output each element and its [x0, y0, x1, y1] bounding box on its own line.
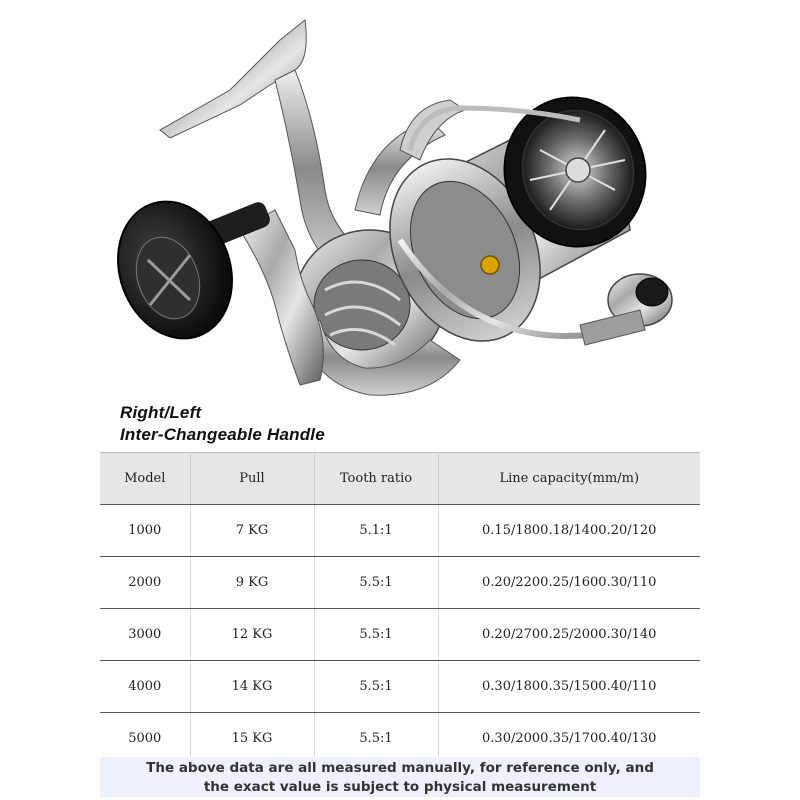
- cell-tooth-ratio: 5.5:1: [314, 609, 438, 661]
- cell-pull: 12 KG: [190, 609, 314, 661]
- table-row: [100, 557, 700, 609]
- caption-line-2: Inter-Changeable Handle: [120, 425, 325, 444]
- cell-tooth-ratio: 5.5:1: [314, 713, 438, 765]
- table-row: [100, 609, 700, 661]
- spinning-reel-icon: [100, 0, 700, 400]
- cell-pull: 15 KG: [190, 713, 314, 765]
- cell-line-capacity: 0.30/2000.35/1700.40/130: [438, 713, 700, 765]
- cell-line-capacity: 0.20/2700.25/2000.30/140: [438, 609, 700, 661]
- cell-line-capacity: 0.15/1800.18/1400.20/120: [438, 505, 700, 557]
- cell-line-capacity: 0.20/2200.25/1600.30/110: [438, 557, 700, 609]
- product-image: [100, 0, 700, 400]
- cell-tooth-ratio: 5.1:1: [314, 505, 438, 557]
- cell-model: 4000: [100, 661, 190, 713]
- cell-pull: 7 KG: [190, 505, 314, 557]
- cell-line-capacity: 0.30/1800.35/1500.40/110: [438, 661, 700, 713]
- cell-model: 5000: [100, 713, 190, 765]
- header-tooth-ratio: Tooth ratio: [314, 453, 438, 505]
- header-model: Model: [100, 453, 190, 505]
- header-pull: Pull: [190, 453, 314, 505]
- disclaimer-line-2: the exact value is subject to physical measurement: [203, 779, 597, 795]
- disclaimer-note: [100, 757, 700, 797]
- feature-caption: [120, 402, 325, 446]
- disclaimer-line-1: The above data are all measured manually, for reference only, and: [146, 760, 654, 776]
- cell-tooth-ratio: 5.5:1: [314, 661, 438, 713]
- cell-model: 1000: [100, 505, 190, 557]
- header-line-capacity: Line capacity(mm/m): [438, 453, 700, 505]
- spec-table: [100, 452, 700, 765]
- cell-model: 3000: [100, 609, 190, 661]
- cell-pull: 9 KG: [190, 557, 314, 609]
- table-header-row: [100, 453, 700, 505]
- cell-pull: 14 KG: [190, 661, 314, 713]
- table-row: [100, 505, 700, 557]
- cell-model: 2000: [100, 557, 190, 609]
- caption-line-1: Right/Left: [120, 403, 202, 422]
- cell-tooth-ratio: 5.5:1: [314, 557, 438, 609]
- table-row: [100, 661, 700, 713]
